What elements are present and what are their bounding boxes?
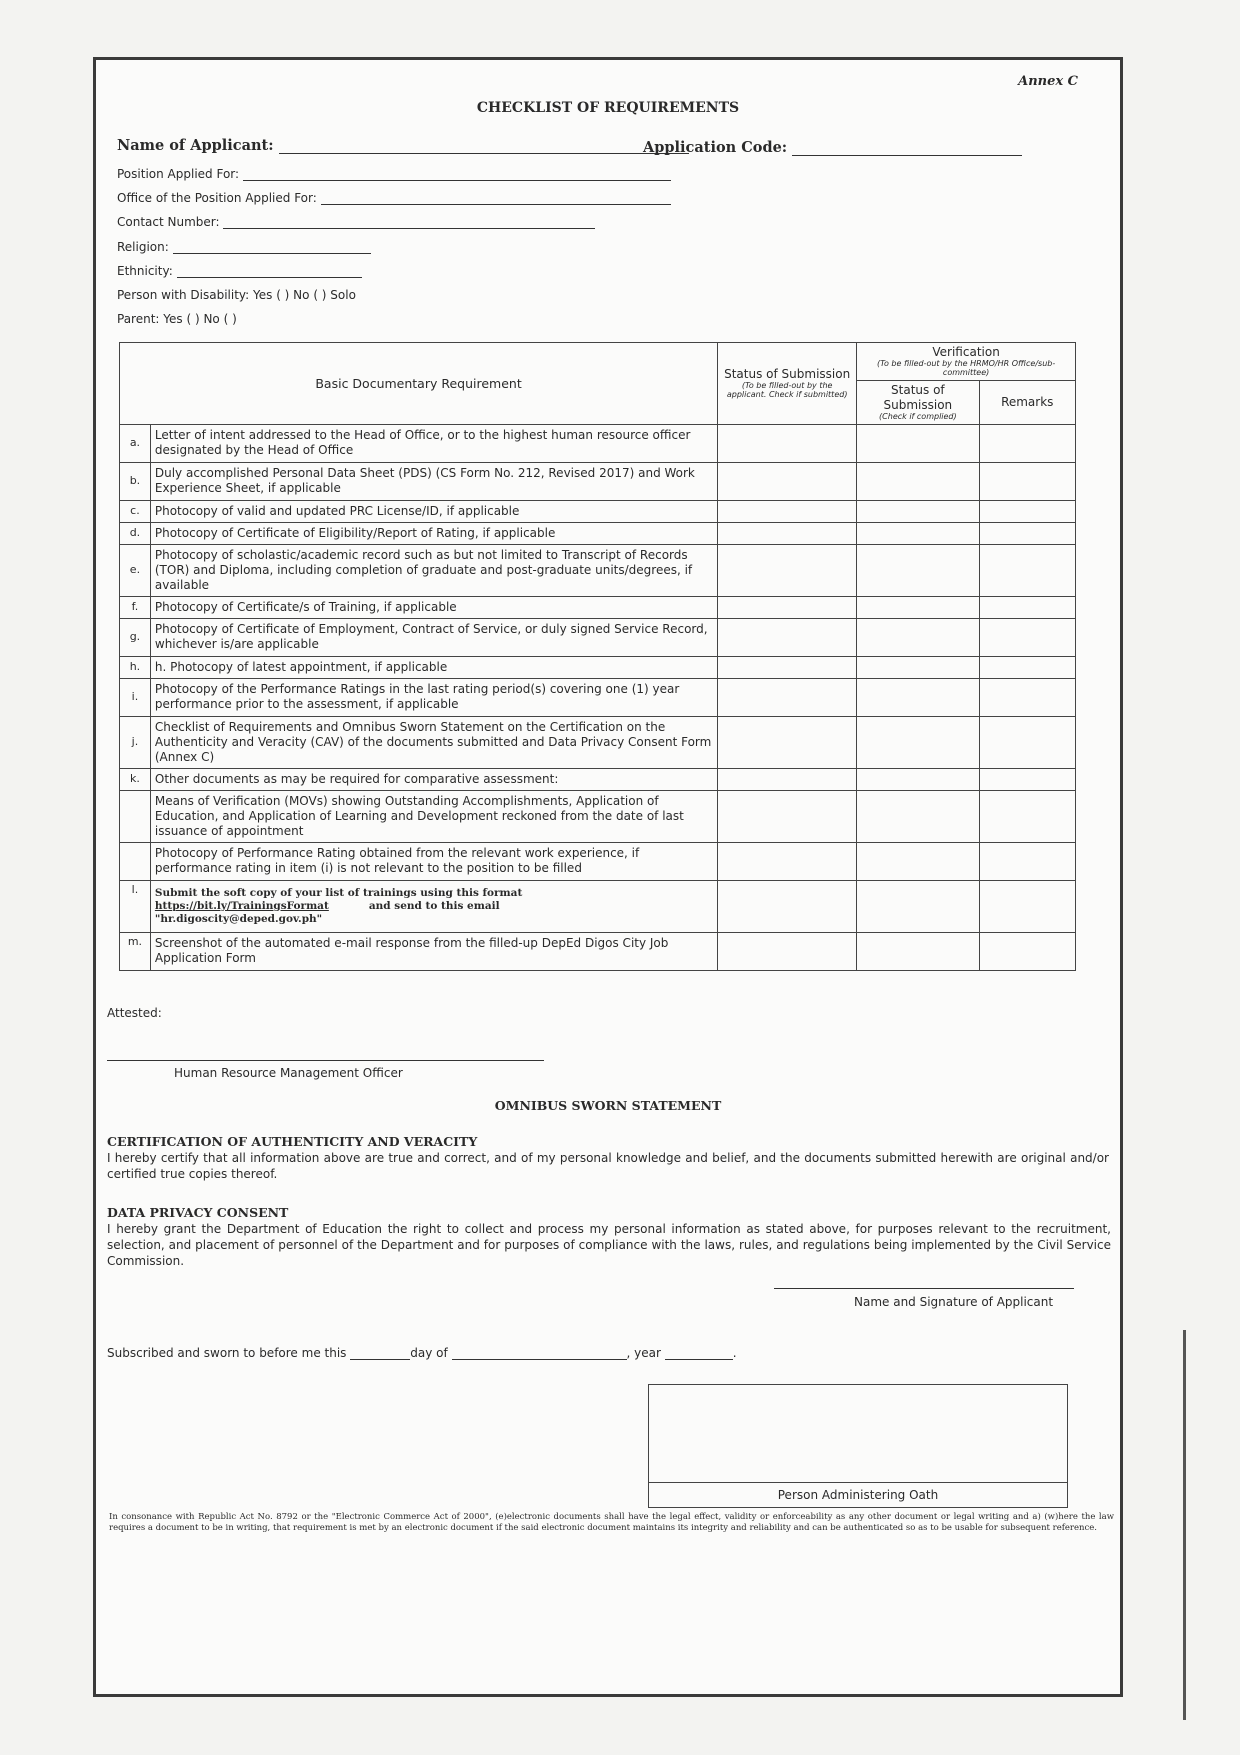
col-verification-header: [857, 343, 1076, 381]
row-letter: g.: [120, 618, 151, 656]
row-letter: i.: [120, 678, 151, 716]
form-sheet: [93, 57, 1123, 1697]
position-row: [117, 167, 671, 181]
remarks-cell[interactable]: [979, 522, 1076, 544]
remarks-cell[interactable]: [979, 544, 1076, 596]
applicant-status-cell[interactable]: [718, 618, 857, 656]
table-row: [120, 462, 1076, 500]
application-code-label: Application Code:: [643, 139, 788, 156]
col-remarks-header: Remarks: [979, 381, 1076, 425]
row-requirement: Letter of intent addressed to the Head of Office, or to the highest human resource officer designated by the Head of Office: [150, 424, 717, 462]
col-vstatus-note: (Check if complied): [879, 412, 957, 421]
remarks-cell[interactable]: [979, 424, 1076, 462]
row-letter: j.: [120, 716, 151, 768]
remarks-cell[interactable]: [979, 678, 1076, 716]
row-letter: l.: [120, 880, 151, 932]
row-letter: h.: [120, 656, 151, 678]
row-requirement: Photocopy of Performance Rating obtained from the relevant work experience, if performance rating in item (i) is not relevant to the position to be filled: [150, 842, 717, 880]
contact-row: [117, 215, 595, 229]
row-letter: m.: [120, 932, 151, 970]
remarks-cell[interactable]: [979, 716, 1076, 768]
verification-status-cell[interactable]: [857, 656, 979, 678]
col-status-note: (To be filled-out by the applicant. Check if submitted): [726, 381, 848, 399]
col-status-title: Status of Submission: [724, 367, 851, 382]
col-verification-title: Verification: [932, 345, 1000, 360]
row-requirement: Means of Verification (MOVs) showing Outstanding Accomplishments, Application of Education, and Application of Learning and Development reckoned from the date of last issuance of appointment: [150, 790, 717, 842]
table-row: [120, 618, 1076, 656]
religion-field[interactable]: [173, 253, 371, 254]
row-letter: f.: [120, 596, 151, 618]
col-vstatus-title: Status of Submission: [883, 383, 953, 412]
applicant-name-label: Name of Applicant:: [117, 137, 274, 154]
requirements-table: [119, 342, 1076, 971]
row-requirement: h. Photocopy of latest appointment, if applicable: [150, 656, 717, 678]
applicant-status-cell[interactable]: [718, 500, 857, 522]
contact-label: Contact Number:: [117, 215, 220, 229]
verification-status-cell[interactable]: [857, 462, 979, 500]
applicant-signature-line[interactable]: [774, 1288, 1074, 1289]
row-requirement: Photocopy of Certificate/s of Training, if applicable: [150, 596, 717, 618]
trainings-format-link[interactable]: https://bit.ly/TrainingsFormat: [154, 899, 329, 912]
table-row: [120, 596, 1076, 618]
applicant-status-cell[interactable]: [718, 842, 857, 880]
remarks-cell[interactable]: [979, 618, 1076, 656]
applicant-signature-label: Name and Signature of Applicant: [854, 1295, 1054, 1309]
applicant-status-cell[interactable]: [718, 716, 857, 768]
verification-status-cell[interactable]: [857, 424, 979, 462]
table-row: [120, 932, 1076, 970]
sworn-statement-row: Subscribed and sworn to before me this day of , year .: [107, 1346, 737, 1360]
application-code-row: [643, 139, 1022, 156]
trainings-link-row: [155, 900, 713, 913]
remarks-cell[interactable]: [979, 656, 1076, 678]
verification-status-cell[interactable]: [857, 596, 979, 618]
verification-status-cell[interactable]: [857, 716, 979, 768]
office-row: [117, 191, 671, 205]
remarks-cell[interactable]: [979, 462, 1076, 500]
certification-heading: CERTIFICATION OF AUTHENTICITY AND VERACITY: [107, 1134, 478, 1149]
applicant-status-cell[interactable]: [718, 424, 857, 462]
applicant-name-field[interactable]: [279, 153, 689, 154]
row-letter: [120, 790, 151, 842]
applicant-status-cell[interactable]: [718, 656, 857, 678]
row-requirement: Photocopy of Certificate of Employment, Contract of Service, or duly signed Service Record, whichever is/are applicable: [150, 618, 717, 656]
row-requirement: Duly accomplished Personal Data Sheet (PDS) (CS Form No. 212, Revised 2017) and Work Experience Sheet, if applicable: [150, 462, 717, 500]
verification-status-cell[interactable]: [857, 678, 979, 716]
remarks-cell[interactable]: [979, 842, 1076, 880]
privacy-text: I hereby grant the Department of Education the right to collect and process my personal information as stated above, for purposes relevant to the recruitment, selection, and placement of personnel of the Department and for purposes of compliance with the laws, rules, and regulations being implemented by the Civil Service Commission.: [107, 1222, 1111, 1269]
row-requirement: Photocopy of Certificate of Eligibility/Report of Rating, if applicable: [150, 522, 717, 544]
table-row: [120, 424, 1076, 462]
table-row: [120, 544, 1076, 596]
officer-title: Human Resource Management Officer: [174, 1066, 403, 1080]
sworn-month-field[interactable]: [452, 1359, 627, 1360]
row-requirement: Screenshot of the automated e-mail response from the filled-up DepEd Digos City Job Application Form: [150, 932, 717, 970]
applicant-status-cell[interactable]: [718, 768, 857, 790]
ethnicity-row: [117, 264, 362, 278]
applicant-status-cell[interactable]: [718, 678, 857, 716]
ethnicity-field[interactable]: [177, 277, 362, 278]
trainings-instruction: Submit the soft copy of your list of trainings using this format: [154, 886, 523, 899]
row-letter: k.: [120, 768, 151, 790]
table-row: [120, 678, 1076, 716]
row-letter: [120, 842, 151, 880]
table-row: [120, 716, 1076, 768]
verification-status-cell[interactable]: [857, 880, 979, 932]
verification-status-cell[interactable]: [857, 932, 979, 970]
solo-parent-row[interactable]: Parent: Yes ( ) No ( ): [117, 312, 237, 326]
table-row: [120, 842, 1076, 880]
verification-status-cell[interactable]: [857, 768, 979, 790]
row-letter: a.: [120, 424, 151, 462]
table-row: [120, 522, 1076, 544]
pwd-row[interactable]: Person with Disability: Yes ( ) No ( ) Solo: [117, 288, 356, 302]
applicant-status-cell[interactable]: [718, 544, 857, 596]
remarks-cell[interactable]: [979, 790, 1076, 842]
omnibus-title: OMNIBUS SWORN STATEMENT: [494, 1098, 722, 1113]
row-letter: d.: [120, 522, 151, 544]
row-letter: e.: [120, 544, 151, 596]
scan-edge-mark: [1183, 1330, 1186, 1720]
table-row: [120, 790, 1076, 842]
page-title: CHECKLIST OF REQUIREMENTS: [476, 100, 740, 116]
row-requirement: Other documents as may be required for comparative assessment:: [150, 768, 717, 790]
applicant-name-row: [117, 137, 689, 154]
table-row: [120, 768, 1076, 790]
attested-label: Attested:: [107, 1006, 162, 1020]
oath-box[interactable]: [648, 1384, 1068, 1508]
col-verification-note: (To be filled-out by the HRMO/HR Office/sub-committee): [876, 359, 1056, 377]
sworn-year-field[interactable]: [665, 1359, 733, 1360]
verification-status-cell[interactable]: [857, 618, 979, 656]
office-field[interactable]: [321, 204, 671, 205]
sworn-text-1: Subscribed and sworn to before me this: [107, 1346, 347, 1360]
remarks-cell[interactable]: [979, 768, 1076, 790]
row-requirement: Photocopy of scholastic/academic record such as but not limited to Transcript of Records (TOR) and Diploma, including completion of graduate and post-graduate units/degrees, if available: [150, 544, 717, 596]
applicant-status-cell[interactable]: [718, 880, 857, 932]
row-requirement: Checklist of Requirements and Omnibus Sworn Statement on the Certification on the Authenticity and Veracity (CAV) of the documents submitted and Data Privacy Consent Form (Annex C): [150, 716, 717, 768]
verification-status-cell[interactable]: [857, 544, 979, 596]
applicant-status-cell[interactable]: [718, 932, 857, 970]
verification-status-cell[interactable]: [857, 522, 979, 544]
verification-status-cell[interactable]: [857, 500, 979, 522]
hr-email[interactable]: "hr.digoscity@deped.gov.ph": [154, 912, 323, 925]
certification-text: I hereby certify that all information above are true and correct, and of my personal knowledge and belief, and the documents submitted herewith are original and/or certified true copies thereof.: [107, 1151, 1109, 1182]
table-row: [120, 500, 1076, 522]
applicant-status-cell[interactable]: [718, 790, 857, 842]
legal-footnote: In consonance with Republic Act No. 8792 or the "Electronic Commerce Act of 2000", (e)electronic documents shall have the legal effect, validity or enforceability as any other document or legal writing and a) (w)here the law requires a document to be in writing, that requirement is met by an electronic document if the said electronic document maintains its integrity and reliability and can be authenticated so as to be usable for subsequent reference.: [109, 1512, 1114, 1534]
row-requirement: Photocopy of valid and updated PRC License/ID, if applicable: [150, 500, 717, 522]
trainings-send-text: and send to this email: [368, 899, 500, 912]
applicant-status-cell[interactable]: [718, 596, 857, 618]
remarks-cell[interactable]: [979, 880, 1076, 932]
remarks-cell[interactable]: [979, 500, 1076, 522]
col-vstatus-header: [857, 381, 979, 425]
row-letter: b.: [120, 462, 151, 500]
table-row: [120, 656, 1076, 678]
sworn-text-3: , year: [626, 1346, 661, 1360]
oath-label: Person Administering Oath: [649, 1482, 1067, 1507]
religion-label: Religion:: [117, 240, 169, 254]
application-code-field[interactable]: [792, 155, 1022, 156]
col-status-header: [718, 343, 857, 425]
row-letter: c.: [120, 500, 151, 522]
row-requirement: Photocopy of the Performance Ratings in the last rating period(s) covering one (1) year performance prior to the assessment, if applicable: [150, 678, 717, 716]
office-label: Office of the Position Applied For:: [117, 191, 317, 205]
annex-label: Annex C: [1018, 74, 1078, 89]
row-requirement-trainings: [150, 880, 717, 932]
verification-status-cell[interactable]: [857, 790, 979, 842]
sworn-day-field[interactable]: [350, 1359, 410, 1360]
col-requirement-header: Basic Documentary Requirement: [120, 343, 718, 425]
table-row: [120, 880, 1076, 932]
remarks-cell[interactable]: [979, 932, 1076, 970]
position-label: Position Applied For:: [117, 167, 240, 181]
contact-field[interactable]: [223, 228, 595, 229]
applicant-status-cell[interactable]: [718, 462, 857, 500]
ethnicity-label: Ethnicity:: [117, 264, 173, 278]
privacy-heading: DATA PRIVACY CONSENT: [107, 1205, 289, 1220]
applicant-status-cell[interactable]: [718, 522, 857, 544]
officer-signature-line[interactable]: [107, 1060, 544, 1061]
remarks-cell[interactable]: [979, 596, 1076, 618]
position-field[interactable]: [243, 180, 671, 181]
sworn-text-2: day of: [410, 1346, 448, 1360]
verification-status-cell[interactable]: [857, 842, 979, 880]
religion-row: [117, 240, 371, 254]
